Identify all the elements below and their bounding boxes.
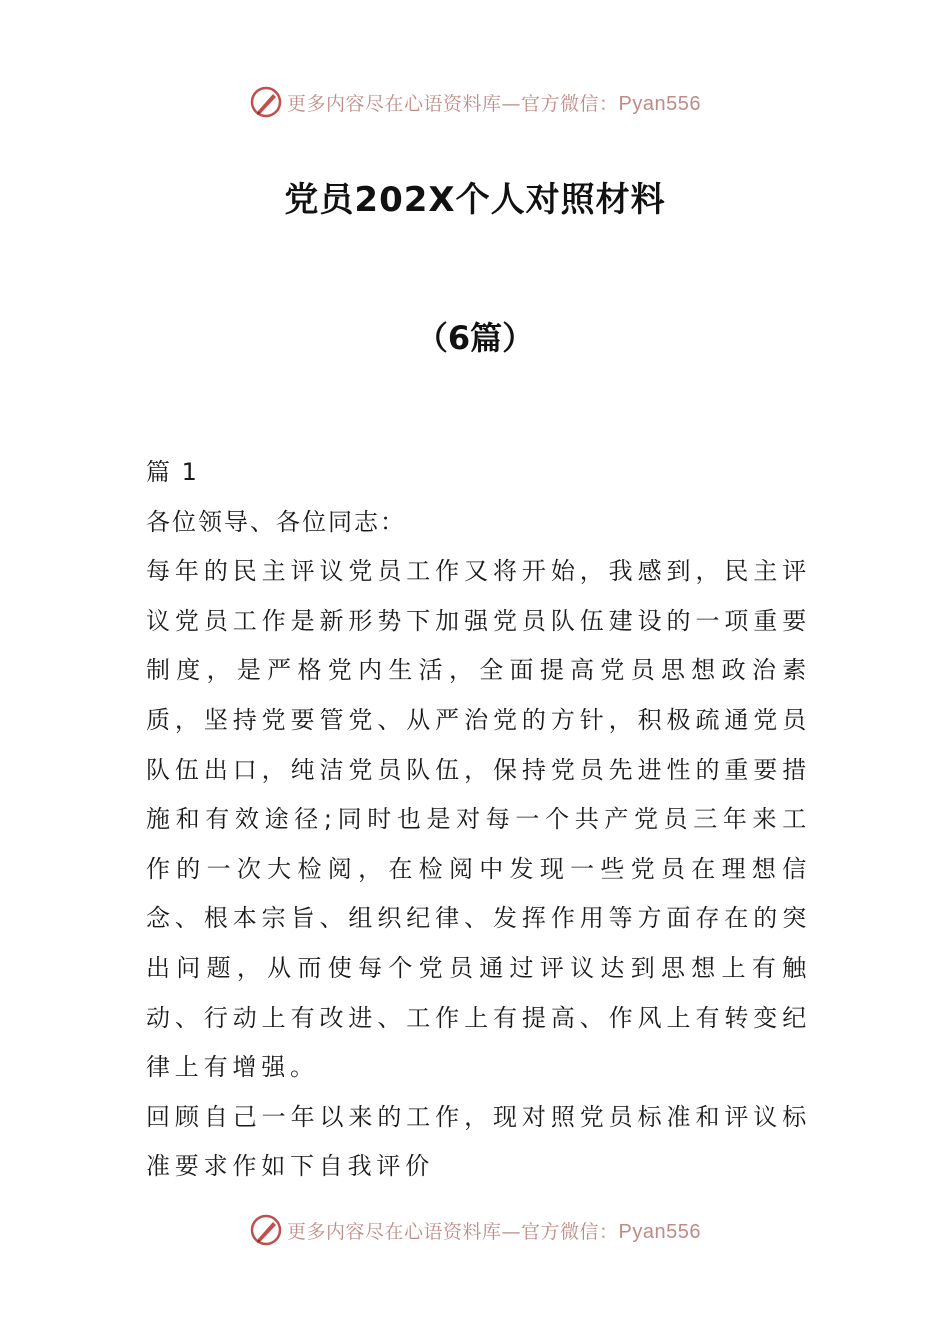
watermark-text: 更多内容尽在心语资料库—官方微信：Pyan556	[287, 1220, 701, 1243]
body-paragraph-1: 每年的民主评议党员工作又将开始，我感到，民主评议党员工作是新形势下加强党员队伍建设的一项重要制度，是严格党内生活，全面提高党员思想政治素质，坚持党要管党、从严治党的方针，积极疏通党员队伍出口，纯洁党员队伍，保持党员先进性的重要措施和有效途径;同时也是对每一个共产党员三年来工作的一次大检阅，在检阅中发现一些党员在理想信念、根本宗旨、组织纪律、发挥作用等方面存在的突出问题，从而使每个党员通过评议达到思想上有触动、行动上有改进、工作上有提高、作风上有转变纪律上有增强。	[146, 557, 811, 1082]
document-subtitle: （6篇）	[415, 319, 535, 357]
watermark-wechat-id: Pyan556	[618, 1220, 701, 1243]
watermark-header	[0, 82, 950, 122]
pen-logo-icon	[249, 1213, 283, 1247]
watermark-wechat-id: Pyan556	[618, 92, 701, 115]
pen-logo-icon	[249, 85, 283, 119]
document-title: 党员202X个人对照材料	[284, 180, 666, 220]
salutation: 各位领导、各位同志：	[146, 507, 406, 536]
section-label: 篇 1	[146, 458, 199, 486]
watermark-footer	[0, 1210, 950, 1250]
body-paragraph-2: 回顾自己一年以来的工作，现对照党员标准和评议标准要求作如下自我评价	[146, 1102, 811, 1181]
watermark-text: 更多内容尽在心语资料库—官方微信：Pyan556	[287, 92, 701, 115]
document-body	[146, 448, 811, 1192]
